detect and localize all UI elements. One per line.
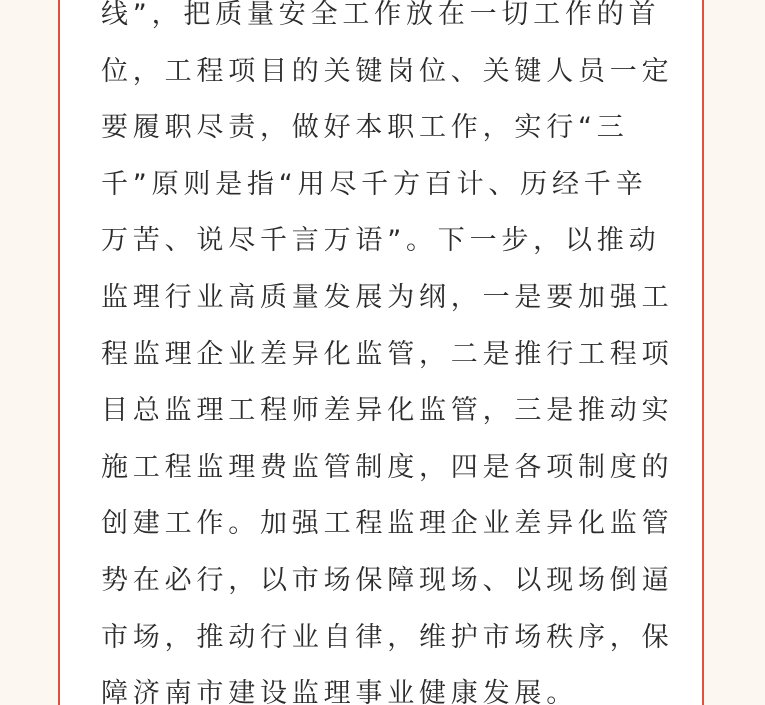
article-line: 施工程监理费监管制度，四是各项制度的	[101, 451, 674, 483]
article-line: 千”原则是指“用尽千方百计、历经千辛	[101, 168, 648, 200]
article-line: 位，工程项目的关键岗位、关键人员一定	[101, 55, 674, 87]
article-line: 创建工作。加强工程监理企业差异化监管	[101, 508, 674, 540]
article-line: 程监理企业差异化监管，二是推行工程项	[101, 338, 674, 370]
article-line: 势在必行，以市场保障现场、以现场倒逼	[101, 564, 674, 596]
article-line: 要履职尽责，做好本职工作，实行“三	[101, 112, 629, 144]
article-line: 监理行业高质量发展为纲，一是要加强工	[101, 281, 674, 313]
article-line: 障济南市建设监理事业健康发展。	[101, 678, 578, 705]
article-line: 万苦、说尽千言万语”。下一步，以推动	[101, 225, 661, 257]
article-line: 目总监理工程师差异化监管，三是推动实	[101, 395, 674, 427]
article-line: 线”，把质量安全工作放在一切工作的首	[101, 0, 661, 30]
article-line: 市场，推动行业自律，维护市场秩序，保	[101, 621, 674, 653]
article-body	[101, 0, 674, 705]
